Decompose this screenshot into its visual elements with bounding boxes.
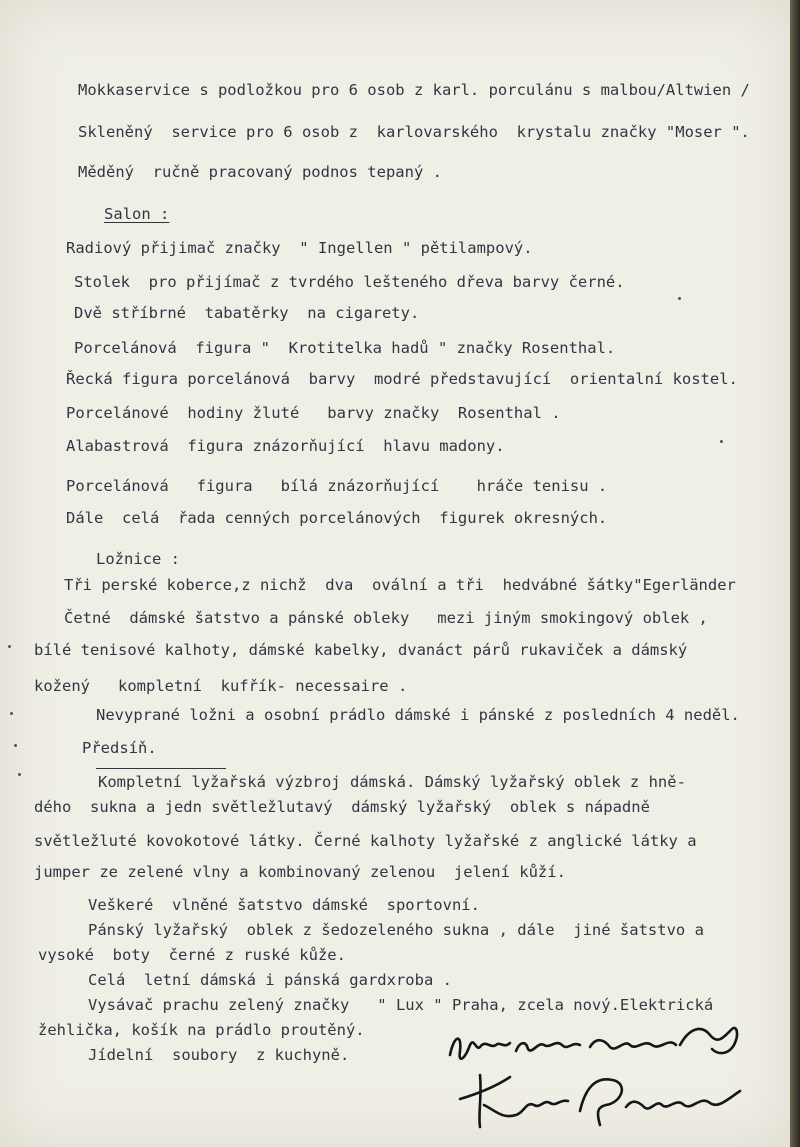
text-line: bílé tenisové kalhoty, dámské kabelky, dvanáct párů rukaviček a dámský <box>34 641 688 659</box>
page-edge <box>790 0 800 1147</box>
text-line: Četné dámské šatstvo a pánské obleky mezi jiným smokingový oblek , <box>64 609 708 627</box>
paper-speck <box>720 440 723 443</box>
text-line: Stolek pro přijímač z tvrdého lešteného dřeva barvy černé. <box>74 273 625 291</box>
paper-speck <box>678 297 681 300</box>
text-line: Nevyprané ložni a osobní prádlo dámské i pánské z posledních 4 neděl. <box>96 706 740 724</box>
text-line: Tři perské koberce,z nichž dva ovální a tři hedvábné šátky"Egerländer <box>64 576 736 594</box>
text-line: Porcelánové hodiny žluté barvy značky Rosenthal . <box>66 404 561 422</box>
paper-speck <box>8 645 11 648</box>
handwritten-signature <box>440 1015 750 1135</box>
text-line: dého sukna a jedn světležlutavý dámský lyžařský oblek s nápadně <box>34 798 650 816</box>
paper-speck <box>10 712 13 715</box>
text-line: Radiový přijimač značky " Ingellen " pětilampový. <box>66 239 533 257</box>
text-line: Měděný ručně pracovaný podnos tepaný . <box>78 163 442 181</box>
text-line: kožený kompletní kufřík- necessaire . <box>34 677 408 695</box>
text-line: Alabastrová figura znázorňující hlavu madony. <box>66 437 505 455</box>
paper-speck <box>18 773 21 776</box>
text-line: světležluté kovokotové látky. Černé kalhoty lyžařské z anglické látky a <box>34 832 697 850</box>
text-line: žehlička, košík na prádlo proutěný. <box>38 1021 365 1039</box>
text-line: Veškeré vlněné šatstvo dámské sportovní. <box>88 896 480 914</box>
text-line: Celá letní dámská i pánská gardxroba . <box>88 971 452 989</box>
paper-speck <box>14 744 17 747</box>
text-line: Porcelánová figura bílá znázorňující hráče tenisu . <box>66 477 608 495</box>
heading-underline <box>96 768 226 769</box>
text-line: jumper ze zelené vlny a kombinovaný zelenou jelení kůží. <box>34 863 566 881</box>
text-line: Dvě stříbrné tabatěrky na cigarety. <box>74 304 420 322</box>
text-line: Pánský lyžařský oblek z šedozeleného sukna , dále jiné šatstvo a <box>88 921 704 939</box>
text-line: Skleněný service pro 6 osob z karlovarského krystalu značky "Moser ". <box>78 123 750 141</box>
text-line: Mokkaservice s podložkou pro 6 osob z karl. porculánu s malbou/Altwien / <box>78 81 750 99</box>
section-heading-salon: Salon : <box>104 205 170 223</box>
section-heading-predsin: Předsíň. <box>82 739 157 757</box>
text-line: Dále celá řada cenných porcelánových figurek okresných. <box>66 509 608 527</box>
text-line: Vysávač prachu zelený značky " Lux " Praha, zcela nový.Elektrická <box>88 996 714 1014</box>
text-line: Porcelánová figura " Krotitelka hadů " značky Rosenthal. <box>74 339 616 357</box>
text-line: vysoké boty černé z ruské kůže. <box>38 946 346 964</box>
section-heading-loznice: Ložnice : <box>96 550 180 568</box>
text-line: Řecká figura porcelánová barvy modré představující orientalní kostel. <box>66 370 738 388</box>
text-line: Kompletní lyžařská výzbroj dámská. Dámský lyžařský oblek z hně- <box>98 773 686 791</box>
text-line: Jídelní soubory z kuchyně. <box>88 1046 350 1064</box>
